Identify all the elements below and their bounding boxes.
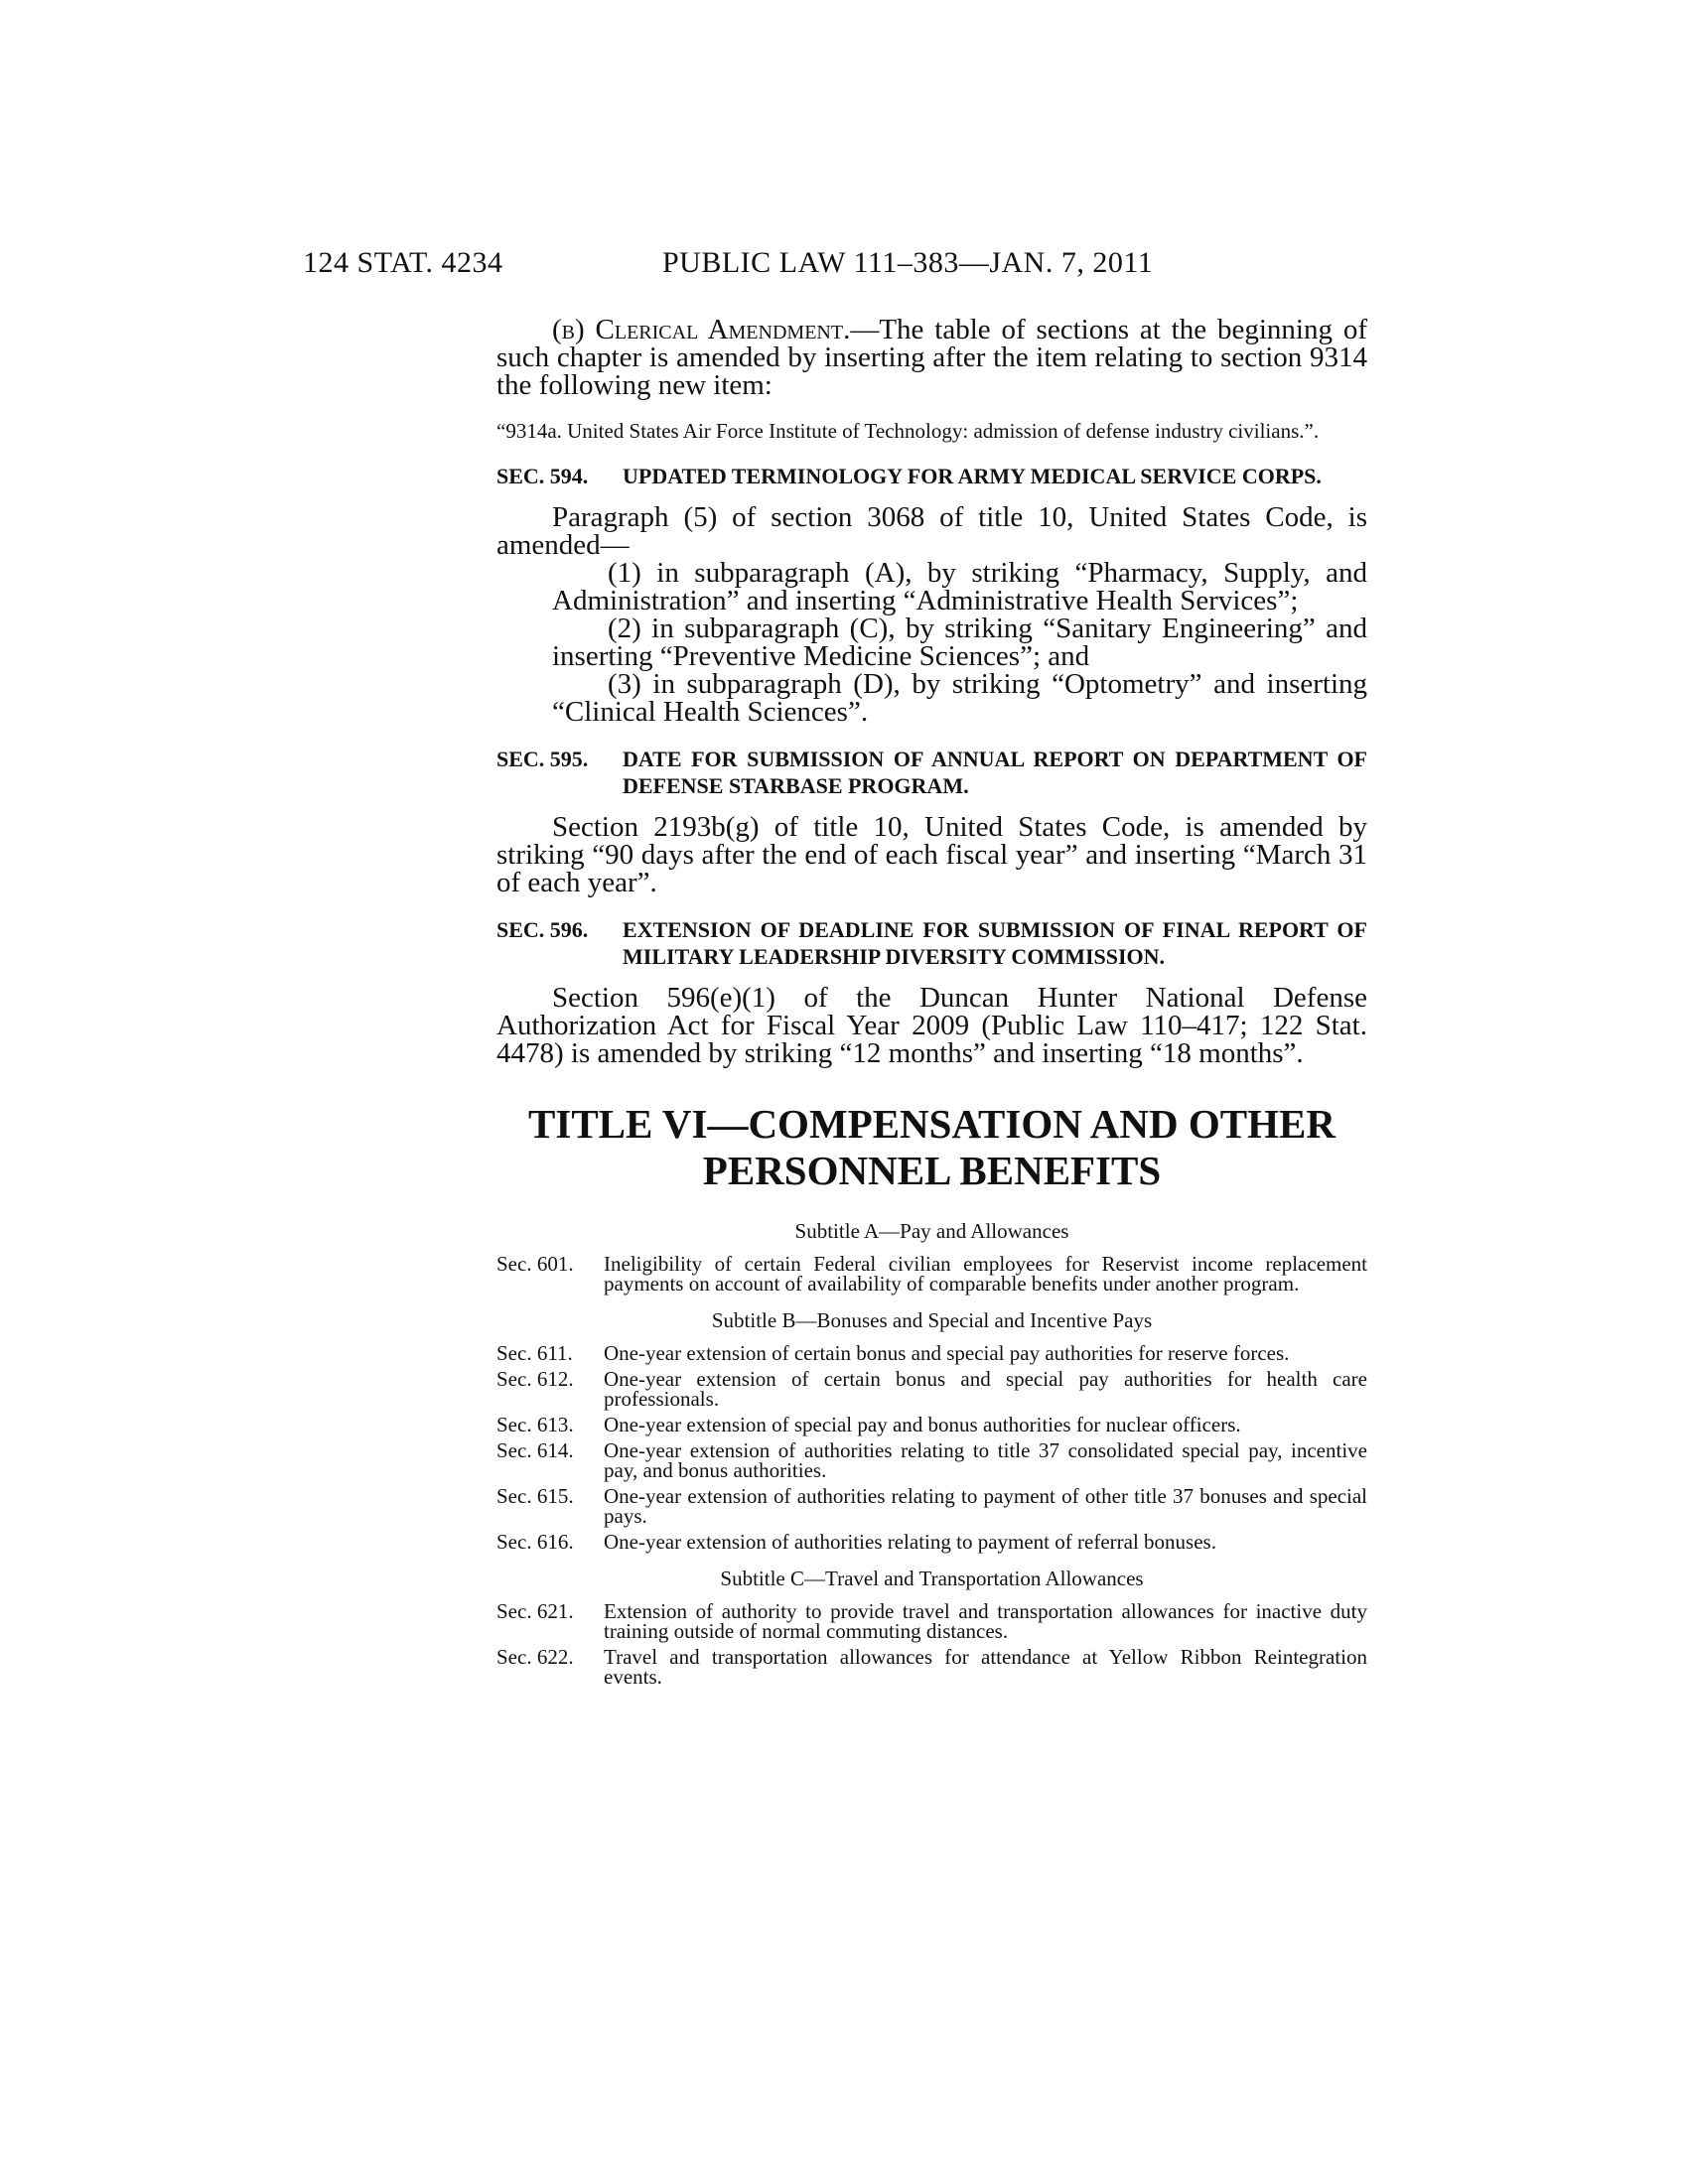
section-595-title: DATE FOR SUBMISSION OF ANNUAL REPORT ON DEPARTMENT OF DEFENSE STARBASE PROGRAM. [623,747,1367,798]
toc-entry-611 [496,1343,1367,1363]
clerical-amendment-label: (b) Clerical Amendment. [552,314,851,345]
new-section-item: “9314a. United States Air Force Institute of Technology: admission of defense industry civilians.”. [496,419,1320,443]
section-596-number: SEC. 596. [496,917,589,942]
toc-text: One-year extension of special pay and bonus authorities for nuclear officers. [604,1413,1241,1436]
title-line-1: TITLE VI—COMPENSATION AND OTHER [528,1101,1336,1147]
toc-number: Sec. 613. [496,1413,574,1436]
section-596-heading [496,916,1367,970]
toc-entry-621 [496,1601,1367,1641]
toc-text: One-year extension of authorities relating to payment of other title 37 bonuses and special pays. [604,1484,1367,1528]
section-596-text: Section 596(e)(1) of the Duncan Hunter National Defense Authorization Act for Fiscal Year 2009 (Public Law 110–417; 122 Stat. 4478) is amended by striking “12 months” and inserting “18 months”. [496,982,1367,1069]
title-heading [496,1101,1367,1194]
toc-text: One-year extension of certain bonus and special pay authorities for health care professionals. [604,1367,1367,1411]
toc-number: Sec. 611. [496,1341,573,1365]
toc-entry-622 [496,1647,1367,1687]
section-594-title: UPDATED TERMINOLOGY FOR ARMY MEDICAL SERVICE CORPS. [623,464,1322,488]
toc-text: One-year extension of authorities relating to title 37 consolidated special pay, incentive pay, and bonus authorities. [604,1438,1367,1482]
toc-entry-616 [496,1532,1367,1552]
toc-number: Sec. 614. [496,1438,574,1462]
section-596-title: EXTENSION OF DEADLINE FOR SUBMISSION OF FINAL REPORT OF MILITARY LEADERSHIP DIVERSITY COMMISSION. [623,917,1367,969]
toc-entry-615 [496,1486,1367,1526]
section-595-text: Section 2193b(g) of title 10, United States Code, is amended by striking “90 days after the end of each fiscal year” and inserting “March 31 of each year”. [496,811,1367,898]
section-594-number: SEC. 594. [496,464,589,488]
section-594-para-3: (3) in subparagraph (D), by striking “Optometry” and inserting “Clinical Health Sciences”. [552,668,1367,728]
public-law-header: PUBLIC LAW 111–383—JAN. 7, 2011 [662,246,1154,279]
subtitle-b-heading: Subtitle B—Bonuses and Special and Incentive Pays [711,1308,1153,1332]
section-595-number: SEC. 595. [496,747,589,771]
toc-entry-614 [496,1440,1367,1480]
toc-entry-601 [496,1254,1367,1294]
subtitle-a-heading: Subtitle A—Pay and Allowances [794,1219,1069,1243]
toc-text: Ineligibility of certain Federal civilian employees for Reservist income replacement payments on account of availability of comparable benefits under another program. [604,1252,1367,1296]
toc-number: Sec. 616. [496,1530,574,1554]
toc-text: One-year extension of certain bonus and special pay authorities for reserve forces. [604,1341,1290,1365]
subtitle-c-heading: Subtitle C—Travel and Transportation Allowances [720,1567,1144,1590]
toc-text: One-year extension of authorities relating to payment of referral bonuses. [604,1530,1216,1554]
section-594-intro: Paragraph (5) of section 3068 of title 10, United States Code, is amended— [496,501,1367,561]
toc-number: Sec. 615. [496,1484,574,1508]
clerical-amendment-text: —The table of sections at the beginning of such chapter is amended by inserting after the item relating to section 9314 the following new item: [496,314,1367,401]
toc-number: Sec. 612. [496,1367,574,1391]
text-column [496,316,1367,1687]
toc-number: Sec. 621. [496,1599,574,1623]
toc-text: Travel and transportation allowances for attendance at Yellow Ribbon Reintegration events. [604,1645,1367,1689]
clerical-amendment-paragraph [496,316,1367,399]
toc-number: Sec. 601. [496,1252,574,1276]
toc-number: Sec. 622. [496,1645,574,1669]
section-594-heading [496,463,1367,489]
statute-page-number: 124 STAT. 4234 [303,246,503,279]
toc-entry-613 [496,1415,1367,1434]
section-594-para-2: (2) in subparagraph (C), by striking “Sanitary Engineering” and inserting “Preventive Medicine Sciences”; and [552,613,1367,672]
title-line-2: PERSONNEL BENEFITS [702,1148,1162,1193]
section-595-heading [496,746,1367,799]
table-of-contents [496,1220,1367,1687]
toc-text: Extension of authority to provide travel and transportation allowances for inactive duty training outside of normal commuting distances. [604,1599,1367,1643]
toc-entry-612 [496,1369,1367,1409]
section-594-para-1: (1) in subparagraph (A), by striking “Pharmacy, Supply, and Administration” and inserting “Administrative Health Services”; [552,557,1367,616]
